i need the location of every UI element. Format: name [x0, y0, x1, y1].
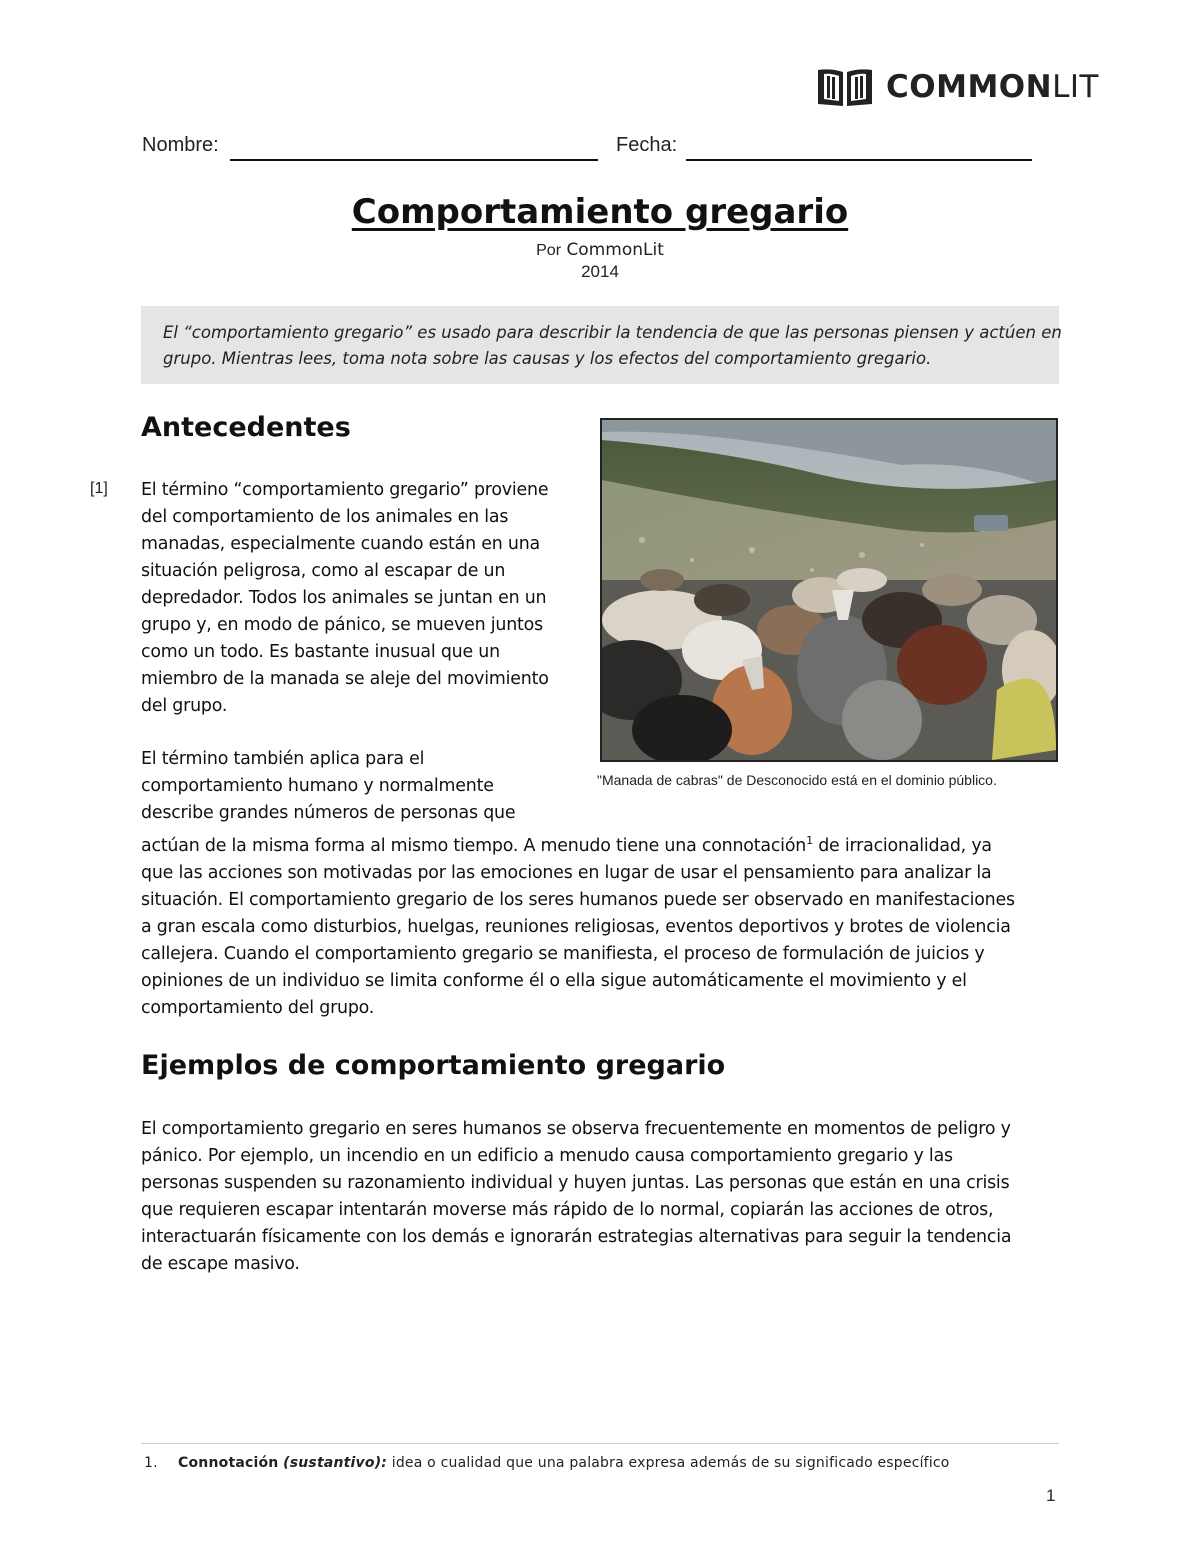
open-book-icon [816, 66, 874, 108]
name-underline [230, 159, 598, 161]
text-line: El término “comportamiento gregario” proviene [141, 480, 549, 500]
text-line: grupo y, en modo de pánico, se mueven juntos [141, 615, 543, 635]
text-line: como un todo. Es bastante inusual que un [141, 642, 500, 662]
text-line: de escape masivo. [141, 1254, 300, 1274]
text-line: El término también aplica para el [141, 749, 425, 769]
text-line: a gran escala como disturbios, huelgas, reuniones religiosas, eventos deportivos y brotes de violencia [141, 917, 1011, 937]
footnote-divider [141, 1443, 1059, 1444]
date-field[interactable] [616, 134, 677, 157]
date-underline [686, 159, 1032, 161]
text-line: manadas, especialmente cuando están en una [141, 534, 540, 554]
byline [0, 240, 1200, 260]
text-line: situación. El comportamiento gregario de los seres humanos puede ser observado en manifestaciones [141, 890, 1015, 910]
publication-year: 2014 [581, 262, 619, 281]
author: CommonLit [566, 240, 664, 260]
intro-box [141, 306, 1062, 384]
text-line: miembro de la manada se aleje del movimiento [141, 669, 549, 689]
text-line: que requieren escapar intentarán moverse más rápido de lo normal, copiarán las acciones de otros, [141, 1200, 994, 1220]
text-line-with-footnote: actúan de la misma forma al mismo tiempo. A menudo tiene una connotación$^1$ de irracionalidad, ya [141, 834, 992, 856]
section-heading-ejemplos: Ejemplos de comportamiento gregario [141, 1050, 726, 1081]
goat-herd-illustration [602, 420, 1056, 760]
commonlit-logo [816, 66, 1099, 108]
text-line: personas suspenden su razonamiento individual y huyen juntas. Las personas que están en una crisis [141, 1173, 1010, 1193]
date-label: Fecha: [616, 134, 678, 156]
text-line: El comportamiento gregario en seres humanos se observa frecuentemente en momentos de peligro y [141, 1119, 1011, 1139]
intro-line: El “comportamiento gregario” es usado para describir la tendencia de que las personas piensen y actúen en [163, 323, 1062, 342]
paragraph-number: [1] [90, 480, 108, 497]
text-line: opiniones de un individuo se limita conforme él o ella sigue automáticamente el movimiento y el [141, 971, 967, 991]
text-line: comportamiento del grupo. [141, 998, 375, 1018]
paragraph-ejemplos [141, 1116, 1011, 1278]
footnote-term: Connotación [178, 1455, 279, 1471]
text-line: interactuarán físicamente con los demás e ignorarán estrategias alternativas para seguir la tendencia [141, 1227, 1012, 1247]
page-number: 1 [1046, 1486, 1056, 1505]
footnote [144, 1455, 950, 1471]
text-line: comportamiento humano y normalmente [141, 776, 494, 796]
logo-wordmark: COMMONLIT [886, 69, 1099, 105]
footnote-definition: idea o cualidad que una palabra expresa además de su significado específico [387, 1455, 950, 1471]
text-line: describe grandes números de personas que [141, 803, 516, 823]
text-line: que las acciones son motivadas por las emociones en lugar de usar el pensamiento para analizar la [141, 863, 992, 883]
goat-herd-photo [600, 418, 1058, 762]
footnote-pos: (sustantivo): [283, 1455, 388, 1471]
name-field[interactable] [142, 134, 219, 157]
byline-prefix: Por [536, 242, 562, 259]
intro-line: grupo. Mientras lees, toma nota sobre las causas y los efectos del comportamiento gregario. [163, 349, 932, 368]
text-line: depredador. Todos los animales se juntan en un [141, 588, 547, 608]
footnote-ref[interactable]: 1 [806, 834, 813, 847]
section-heading-antecedentes: Antecedentes [141, 412, 351, 443]
text-line: del grupo. [141, 696, 228, 716]
text-line: pánico. Por ejemplo, un incendio en un edificio a menudo causa comportamiento gregario y las [141, 1146, 953, 1166]
name-label: Nombre: [142, 134, 219, 156]
text-line: situación peligrosa, como al escapar de un [141, 561, 506, 581]
paragraph-1 [141, 477, 549, 720]
text-line: del comportamiento de los animales en las [141, 507, 509, 527]
text-line: callejera. Cuando el comportamiento gregario se manifiesta, el proceso de formulación de juicios y [141, 944, 985, 964]
figure-caption: "Manada de cabras" de Desconocido está en el dominio público. [597, 772, 997, 788]
footnote-number: 1. [144, 1455, 158, 1471]
page-title: Comportamiento gregario [351, 192, 849, 232]
